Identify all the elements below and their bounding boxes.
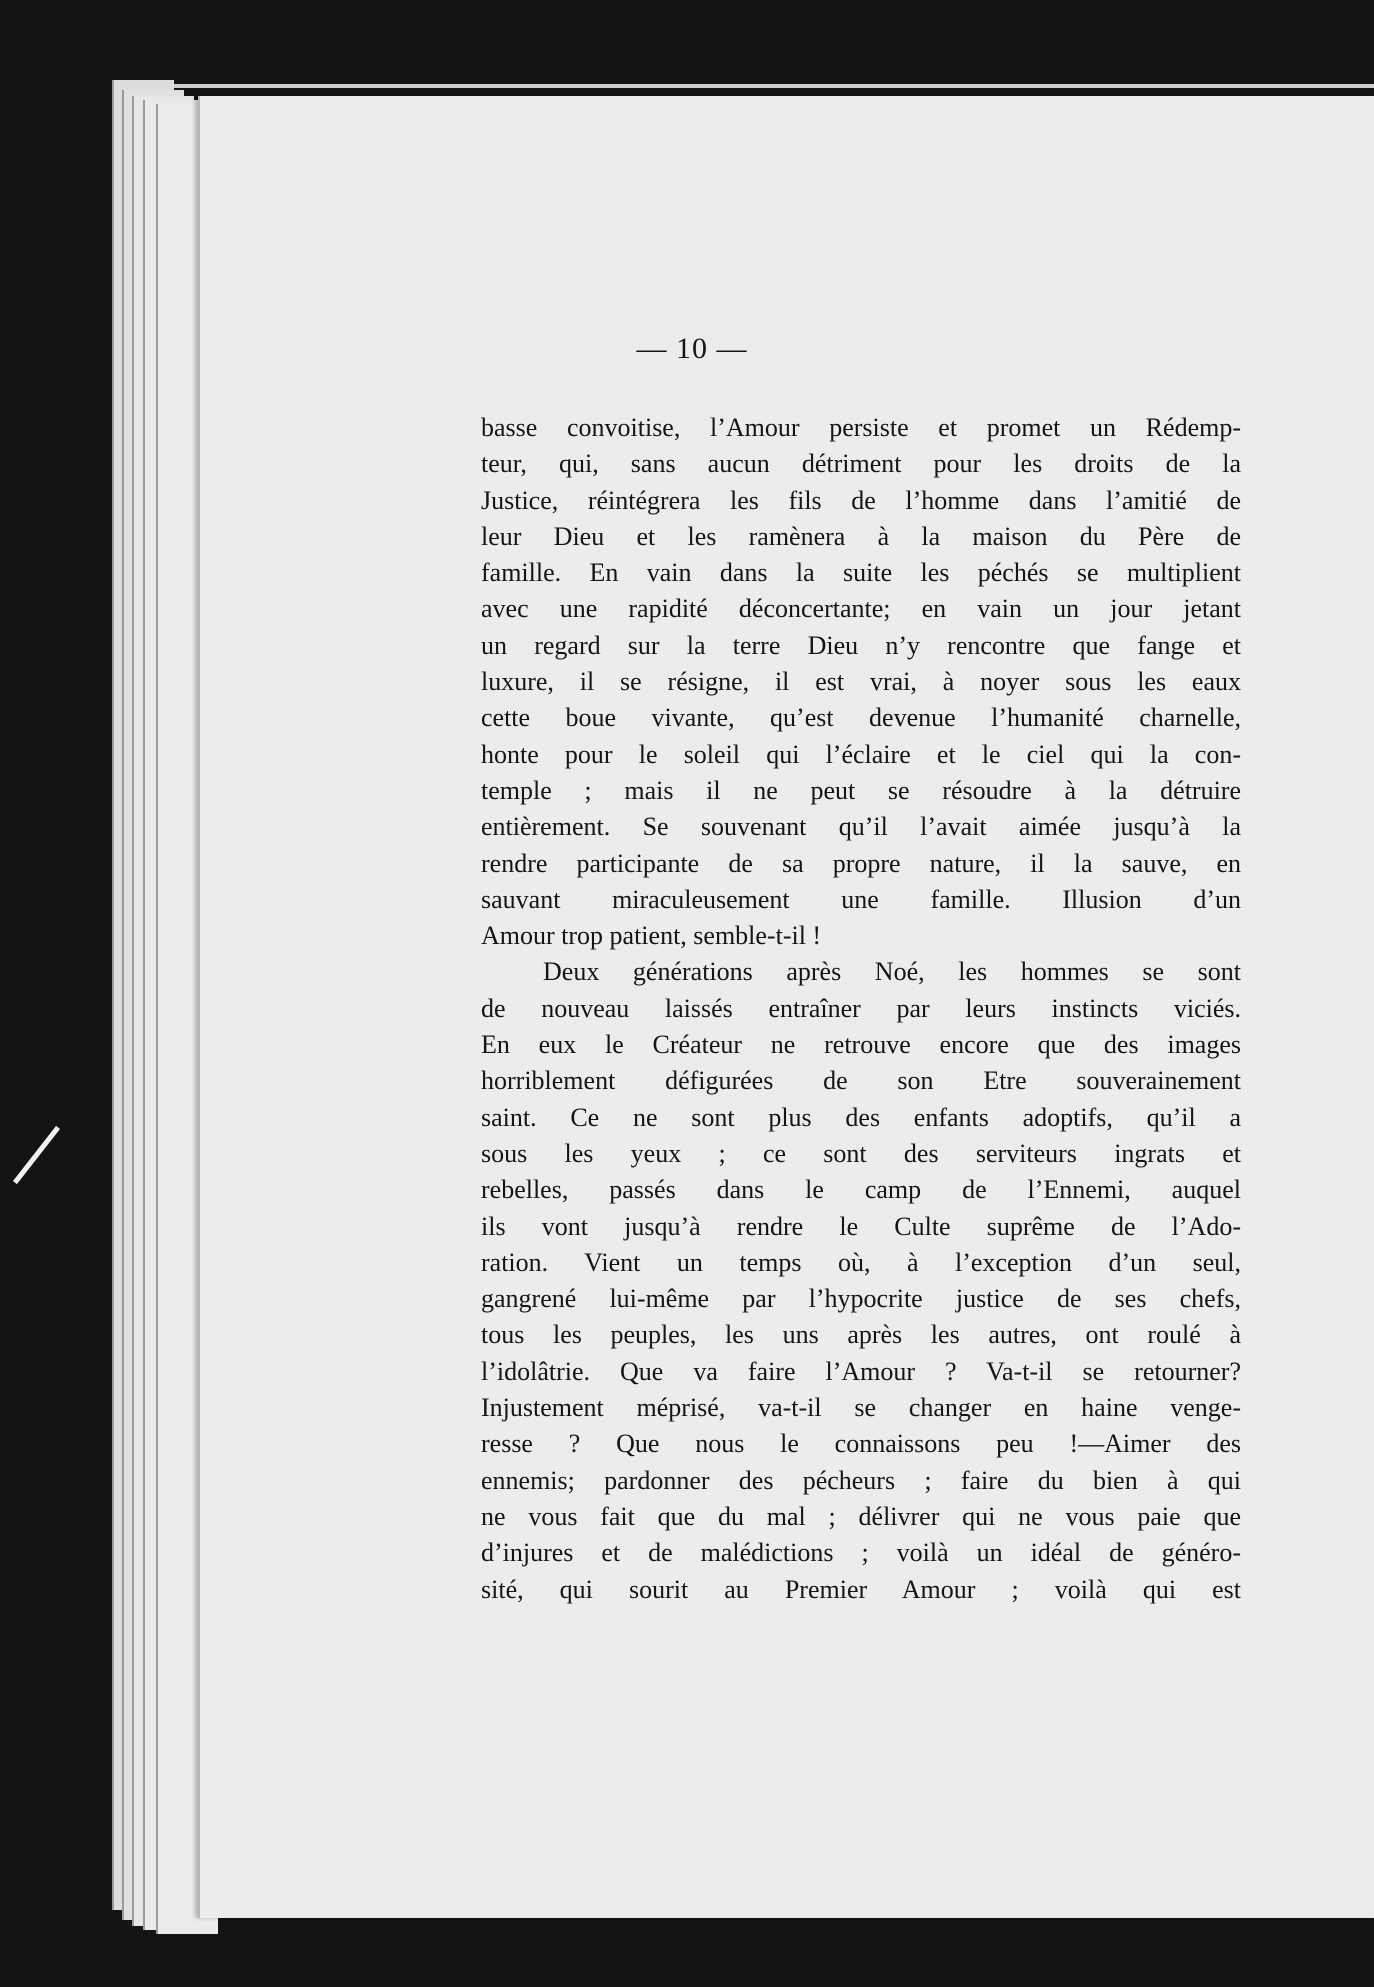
text-line: l’idolâtrie. Que va faire l’Amour ? Va-t-il se retourner? (481, 1356, 1241, 1386)
text-line: Injustement méprisé, va-t-il se changer en haine venge- (481, 1393, 1241, 1423)
text-line: ils vont jusqu’à rendre le Culte suprême de l’Ado- (481, 1211, 1241, 1241)
text-line: honte pour le soleil qui l’éclaire et le ciel qui la con- (481, 739, 1241, 769)
text-line: sité, qui sourit au Premier Amour ; voilà qui est (481, 1574, 1241, 1604)
text-line: tous les peuples, les uns après les autres, ont roulé à (481, 1320, 1241, 1350)
text-line: luxure, il se résigne, il est vrai, à noyer sous les eaux (481, 667, 1241, 697)
scan-mark (13, 1126, 60, 1184)
text-line: cette boue vivante, qu’est devenue l’humanité charnelle, (481, 703, 1241, 733)
text-line: basse convoitise, l’Amour persiste et promet un Rédemp- (481, 413, 1241, 442)
text-line: horriblement défigurées de son Etre souverainement (481, 1066, 1241, 1096)
body-text (481, 410, 1241, 1608)
text-line: gangrené lui-même par l’hypocrite justice de ses chefs, (481, 1284, 1241, 1314)
text-line: leur Dieu et les ramènera à la maison du Père de (481, 521, 1241, 551)
text-line: d’injures et de malédictions ; voilà un idéal de généro- (481, 1538, 1241, 1568)
text-line: sauvant miraculeusement une famille. Illusion d’un (481, 884, 1241, 914)
book-top-edge (128, 84, 1374, 88)
text-line: entièrement. Se souvenant qu’il l’avait aimée jusqu’à la (481, 812, 1241, 842)
text-line: Deux générations après Noé, les hommes se sont (543, 957, 1241, 987)
text-line: ennemis; pardonner des pécheurs ; faire du bien à qui (481, 1465, 1241, 1495)
text-line: rendre participante de sa propre nature, il la sauve, en (481, 848, 1241, 878)
text-line: temple ; mais il ne peut se résoudre à la détruire (481, 775, 1241, 805)
text-line: Justice, réintégrera les fils de l’homme dans l’amitié de (481, 485, 1241, 515)
text-line: teur, qui, sans aucun détriment pour les droits de la (481, 449, 1241, 479)
text-line: avec une rapidité déconcertante; en vain un jour jetant (481, 594, 1241, 624)
text-line: resse ? Que nous le connaissons peu !—Aimer des (481, 1429, 1241, 1459)
text-line: de nouveau laissés entraîner par leurs instincts viciés. (481, 993, 1241, 1023)
text-line: rebelles, passés dans le camp de l’Ennemi, auquel (481, 1175, 1241, 1205)
text-line: ration. Vient un temps où, à l’exception d’un seul, (481, 1247, 1241, 1277)
text-line: ne vous fait que du mal ; délivrer qui ne vous paie que (481, 1501, 1241, 1531)
text-line: sous les yeux ; ce sont des serviteurs ingrats et (481, 1138, 1241, 1168)
page-number: — 10 — (636, 332, 748, 365)
text-line: En eux le Créateur ne retrouve encore que des images (481, 1030, 1241, 1060)
text-line: saint. Ce ne sont plus des enfants adoptifs, qu’il a (481, 1102, 1241, 1132)
text-line: Amour trop patient, semble-t-il ! (481, 921, 822, 951)
text-line: famille. En vain dans la suite les péchés se multiplient (481, 558, 1241, 588)
text-line: un regard sur la terre Dieu n’y rencontre que fange et (481, 630, 1241, 660)
